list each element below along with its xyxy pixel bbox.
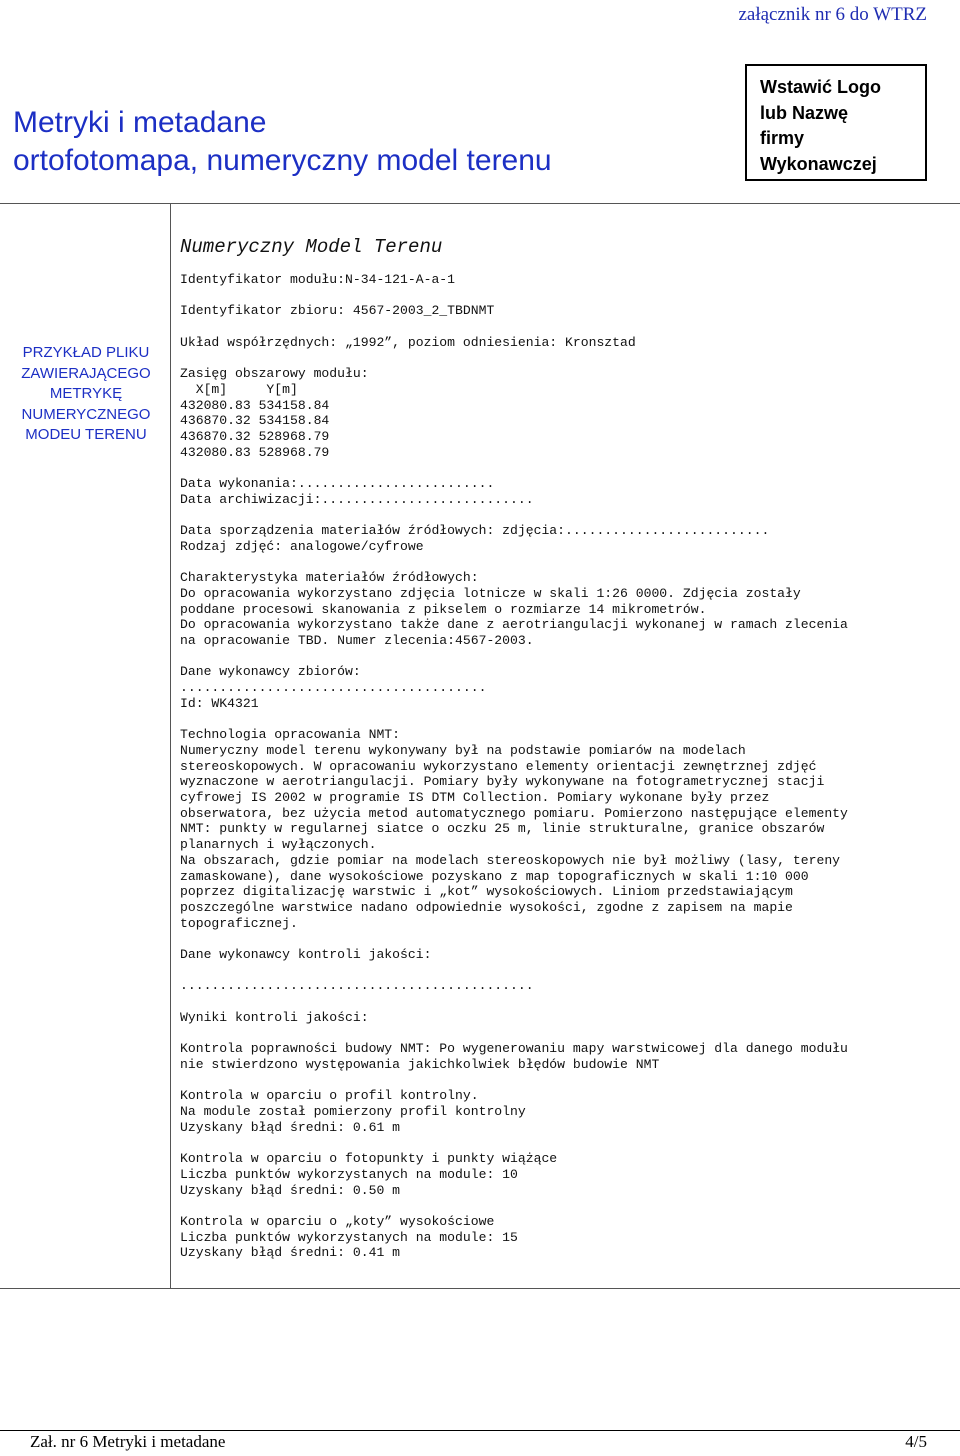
sidebar-label-line: NUMERYCZNEGO <box>21 405 151 423</box>
block-spacer <box>180 507 950 523</box>
block-spacer <box>180 994 950 1010</box>
block-spacer <box>180 1073 950 1089</box>
block-spacer <box>180 350 950 366</box>
metadata-block <box>180 523 950 554</box>
metadata-block <box>180 570 950 649</box>
logo-placeholder-line: lub Nazwę <box>760 102 849 123</box>
block-spacer <box>180 712 950 728</box>
block-spacer <box>180 1198 950 1214</box>
metadata-line: Technologia opracowania NMT: <box>180 727 401 743</box>
logo-placeholder-box <box>745 64 927 181</box>
content-heading: Numeryczny Model Terenu <box>180 236 443 258</box>
metadata-line: Liczba punktów wykorzystanych na module: 10 <box>180 1166 518 1182</box>
metadata-line: Układ współrzędnych: „1992”, poziom odniesienia: Kronsztad <box>180 334 636 350</box>
metadata-block <box>180 1151 950 1198</box>
metadata-line: NMT: punkty w regularnej siatce o oczku 25 m, linie strukturalne, granice obszarów <box>180 821 825 837</box>
metadata-line: Numeryczny model terenu wykonywany był na podstawie pomiarów na modelach <box>180 742 746 758</box>
metadata-line: Rodzaj zdjęć: analogowe/cyfrowe <box>180 538 424 554</box>
metadata-line: topograficznej. <box>180 915 298 931</box>
metadata-line: 436870.32 534158.84 <box>180 413 330 429</box>
metadata-line: 432080.83 534158.84 <box>180 397 330 413</box>
metadata-block <box>180 727 950 931</box>
metadata-line: planarnych i wyłączonych. <box>180 837 377 853</box>
metadata-line: Dane wykonawcy zbiorów: <box>180 664 361 680</box>
metadata-block <box>180 1041 950 1072</box>
footer-rule <box>0 1430 960 1431</box>
metadata-line: Data sporządzenia materiałów źródłowych: zdjęcia:.......................... <box>180 523 770 539</box>
block-spacer <box>180 1026 950 1042</box>
metadata-line: poprzez digitalizację warstwic i „kot” wysokościowych. Liniom przedstawiającym <box>180 884 793 900</box>
metadata-line: zamaskowane), dane wysokościowe pozyskano z map topograficznych w skali 1:10 000 <box>180 868 809 884</box>
metadata-line: Data wykonania:......................... <box>180 476 495 492</box>
logo-placeholder-line: Wykonawczej <box>760 153 877 174</box>
logo-placeholder-line: firmy <box>760 128 805 148</box>
logo-placeholder-line: Wstawić Logo <box>760 77 881 97</box>
metadata-block <box>180 476 950 507</box>
metadata-line: na opracowanie TBD. Numer zlecenia:4567-2003. <box>180 633 534 649</box>
table-bottom-rule <box>0 1288 960 1289</box>
page-title-line-2: ortofotomapa, numeryczny model terenu <box>13 144 552 177</box>
block-spacer <box>180 555 950 571</box>
metadata-line: ....................................... <box>180 680 487 696</box>
metadata-line: Data archiwizacji:........................... <box>180 491 534 507</box>
metadata-block <box>180 664 950 711</box>
metadata-line: Charakterystyka materiałów źródłowych: <box>180 570 479 586</box>
metadata-block <box>180 303 950 319</box>
metadata-block <box>180 272 950 288</box>
sidebar-label-line: PRZYKŁAD PLIKU <box>22 344 150 361</box>
metadata-line: poszczególne warstwice nadano odpowiednie wysokości, zgodne z zapisem na mapie <box>180 900 793 915</box>
metadata-block <box>180 947 950 994</box>
block-spacer <box>180 1135 950 1151</box>
metadata-block <box>180 366 950 460</box>
metadata-line: Identyfikator modułu:N-34-121-A-a-1 <box>180 272 456 287</box>
metadata-line: Kontrola w oparciu o fotopunkty i punkty wiążące <box>180 1151 558 1167</box>
metadata-line: wyznaczone w aerotriangulacji. Pomiary były wykonywane na fotogrametrycznej stacji <box>180 774 825 790</box>
metadata-block <box>180 335 950 351</box>
metadata-line: Do opracowania wykorzystano zdjęcia lotnicze w skali 1:26 0000. Zdjęcia zostały <box>180 585 801 601</box>
metadata-line: Uzyskany błąd średni: 0.50 m <box>180 1182 401 1198</box>
metadata-line: X[m] Y[m] <box>180 381 298 397</box>
table-column-divider <box>170 203 171 1288</box>
metadata-line: Kontrola poprawności budowy NMT: Po wygenerowaniu mapy warstwicowej dla danego modułu <box>180 1041 848 1057</box>
metadata-line: 432080.83 528968.79 <box>180 444 330 460</box>
metadata-line: poddane procesowi skanowania z pikselem o rozmiarze 14 mikrometrów. <box>180 601 707 617</box>
sidebar-label-line: ZAWIERAJĄCEGO <box>21 364 151 382</box>
metadata-blocks <box>180 272 950 1261</box>
sidebar-label-line: METRYKĘ <box>49 385 123 402</box>
page-title <box>13 104 713 180</box>
annex-label: załącznik nr 6 do WTRZ <box>738 4 927 25</box>
metadata-line: Id: WK4321 <box>180 695 259 711</box>
metadata-line: Na obszarach, gdzie pomiar na modelach stereoskopowych nie był możliwy (lasy, tereny <box>180 852 841 868</box>
metadata-line: Wyniki kontroli jakości: <box>180 1009 369 1025</box>
metadata-block <box>180 1088 950 1135</box>
sidebar-label-line: MODEU TERENU <box>25 426 147 443</box>
block-spacer <box>180 649 950 665</box>
metadata-line: 436870.32 528968.79 <box>180 428 330 444</box>
footer-document-name: Zał. nr 6 Metryki i metadane <box>30 1432 226 1451</box>
metadata-line: Kontrola w oparciu o profil kontrolny. <box>180 1088 479 1104</box>
metadata-line: Dane wykonawcy kontroli jakości: <box>180 947 432 963</box>
metadata-line: obserwatora, bez użycia metod automatycznego pomiaru. Pomierzono następujące elementy <box>180 805 848 821</box>
metadata-line <box>180 963 950 979</box>
metadata-line: Uzyskany błąd średni: 0.41 m <box>180 1245 401 1261</box>
metadata-block <box>180 1010 950 1026</box>
block-spacer <box>180 288 950 304</box>
metadata-line: Liczba punktów wykorzystanych na module: 15 <box>180 1229 518 1245</box>
metadata-line: Na module został pomierzony profil kontrolny <box>180 1104 526 1120</box>
metadata-line: Do opracowania wykorzystano także dane z aerotriangulacji wykonanej w ramach zlecenia <box>180 617 848 633</box>
metadata-line: cyfrowej IS 2002 w programie IS DTM Collection. Pomiary wykonane były przez <box>180 790 770 806</box>
block-spacer <box>180 460 950 476</box>
metadata-line: nie stwierdzono występowania jakichkolwiek błędów budowie NMT <box>180 1056 660 1072</box>
metadata-line: stereoskopowych. W opracowaniu wykorzystano elementy orientacji zewnętrznej zdjęć <box>180 758 817 774</box>
sidebar-label <box>6 343 166 446</box>
metadata-line: Kontrola w oparciu o „koty” wysokościowe <box>180 1213 495 1229</box>
metadata-content <box>180 236 950 1261</box>
table-top-rule <box>0 203 960 204</box>
block-spacer <box>180 319 950 335</box>
metadata-line: Uzyskany błąd średni: 0.61 m <box>180 1119 401 1135</box>
metadata-block <box>180 1214 950 1261</box>
page-title-line-1: Metryki i metadane <box>13 106 267 139</box>
metadata-line: ............................................. <box>180 978 534 994</box>
metadata-line: Identyfikator zbioru: 4567-2003_2_TBDNMT <box>180 303 495 319</box>
metadata-line: Zasięg obszarowy modułu: <box>180 366 369 382</box>
footer-page-number: 4/5 <box>905 1432 927 1451</box>
block-spacer <box>180 931 950 947</box>
